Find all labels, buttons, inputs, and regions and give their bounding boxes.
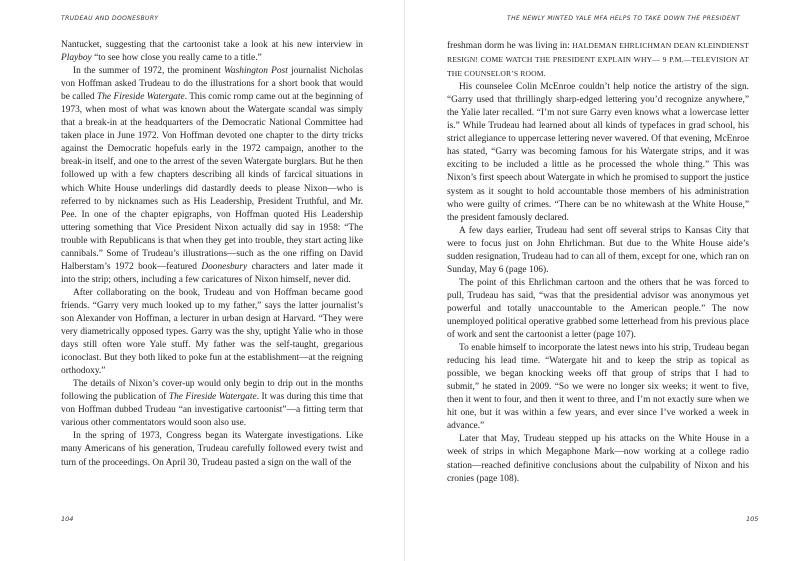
- right-paragraph-2: His counselee Colin McEnroe couldn’t help notice the artistry of the sign. “Garry used that thrillingly sharp-edged lettering you’d recognize anywhere,” the Yalie later recalled. “I’m not sure Garry even knows what a lowercase letter is.” While Trudeau had learned about all kinds of typefaces in grad school, his strict allegiance to uppercase lettering never wavered. Of that evening, McEnroe has stated, “Garry was becoming famous for his Watergate strips, and it was exciting to be included a little as he processed the whole thing.” This was Nixon’s first speech about Watergate in which he promised to support the justice system as it sought to hold accountable those members of his administration who were guilty of crimes. “There can be no whitewash at the White House,” the president famously declared.: [447, 82, 749, 223]
- left-running-head: TRUDEAU AND DOONESBURY: [61, 15, 159, 22]
- left-paragraph-4: The details of Nixon’s cover-up would only begin to drip out in the months following the publication of The Fireside Watergate. It was during this time that von Hoffman dubbed Trudeau “an investigative cartoonist”—a fitting term that various other commentators would soon also use.: [61, 379, 363, 429]
- right-running-head: THE NEWLY MINTED YALE MFA HELPS TO TAKE DOWN THE PRESIDENT: [507, 15, 741, 22]
- right-body-text: [447, 39, 749, 486]
- left-paragraph-2: In the summer of 1972, the prominent Washington Post journalist Nicholas von Hoffman asked Trudeau to do the illustrations for a short book that would be called The Fireside Watergate. This comic romp came out at the beginning of 1973, when most of what was known about the Watergate scandal was simply that a break-in at the headquarters of the Democratic National Committee had taken place in June 1972. Von Hoffman devoted one chapter to the dirty tricks against the Democratic hopefuls early in the 1972 campaign, another to the break-in itself, and one to the arrest of the seven Watergate burglars. But he then followed up with a few chapters describing all kinds of farcical situations in which White House underlings did dastardly deeds to please Nixon—who is referred to by nicknames such as His Leadership, President Truthful, and Mr. Pee. In one of the chapter epigraphs, von Hoffman quoted His Leadership uttering something that Vice President Nixon actually did say in 1958: “The trouble with Republicans is that when they get into trouble, they start acting like cannibals.” Some of Trudeau’s illustrations—such as the one riffing on David Halberstam’s 1972 book—featured Doonesbury characters and later made it into the strip; others, including a few caricatures of Nixon himself, never did.: [61, 66, 363, 285]
- right-paragraph-3: A few days earlier, Trudeau had sent off several strips to Kansas City that were to focus just on John Ehrlichman. But due to the White House aide’s sudden resignation, Trudeau had to can all of them, except for one, which ran on Sunday, May 6 (page 106).: [447, 225, 749, 275]
- right-page-number: 105: [746, 515, 759, 523]
- right-paragraph-4: The point of this Ehrlichman cartoon and the others that he was forced to pull, Trudeau has said, “was that the presidential advisor was anonymous yet powerful and totally unaccountable to the American people.” The now unemployed political operative grabbed some letterhead from his previous place of work and sent the cartoonist a letter (page 107).: [447, 277, 749, 341]
- right-paragraph-6: Later that May, Trudeau stepped up his attacks on the White House in a week of strips in which Megaphone Mark—now working at a college radio station—reached definitive conclusions about the culpability of Nixon and his cronies (page 108).: [447, 434, 749, 484]
- sign-text: HALDEMAN EHRLICHMAN DEAN KLEINDIENST RESIGN! COME WATCH THE PRESIDENT EXPLAIN WHY— 9 P.M.—TELEVISION AT THE COUNSELOR’S ROOM.: [447, 41, 750, 79]
- left-paragraph-3: After collaborating on the book, Trudeau and von Hoffman became good friends. “Garry very much looked up to my father,” says the latter journalist’s son Alexander von Hoffman, a lecturer in urban design at Harvard. “They were very diametrically opposed types. Garry was the shy, uptight Yalie who in those days still often wore Yale stuff. My father was the self-taught, gregarious iconoclast. But they both liked to poke fun at the establishment—at the reigning orthodoxy.”: [61, 287, 363, 377]
- right-page: [405, 0, 810, 561]
- right-paragraph-1: freshman dorm he was living in: HALDEMAN EHRLICHMAN DEAN KLEINDIENST RESIGN! COME WATCH THE PRESIDENT EXPLAIN WHY— 9 P.M.—TELEVISION AT THE COUNSELOR’S ROOM.: [447, 41, 750, 79]
- left-page-number: 104: [61, 515, 74, 523]
- left-paragraph-1: Nantucket, suggesting that the cartoonist take a look at his new interview in Playboy “to see how close you really came to a title.”: [61, 40, 363, 64]
- right-paragraph-5: To enable himself to incorporate the latest news into his strip, Trudeau began reducing his lead time. “Watergate hit and to keep the strip as topical as possible, we began knocking weeks off that group of strips that I had to submit,” he stated in 2009. “So we were no longer six weeks; it went to five, then it went to four, and then it went to three, and I’m not exactly sure when we hit one, but it was within a few years, and ever since I’ve worked a week in advance.”: [447, 343, 749, 432]
- left-body-text: [61, 39, 363, 470]
- left-paragraph-5: In the spring of 1973, Congress began its Watergate investigations. Like many Americans of his generation, Trudeau carefully followed every twist and turn of the proceedings. On April 30, Trudeau pasted a sign on the wall of the: [61, 431, 363, 468]
